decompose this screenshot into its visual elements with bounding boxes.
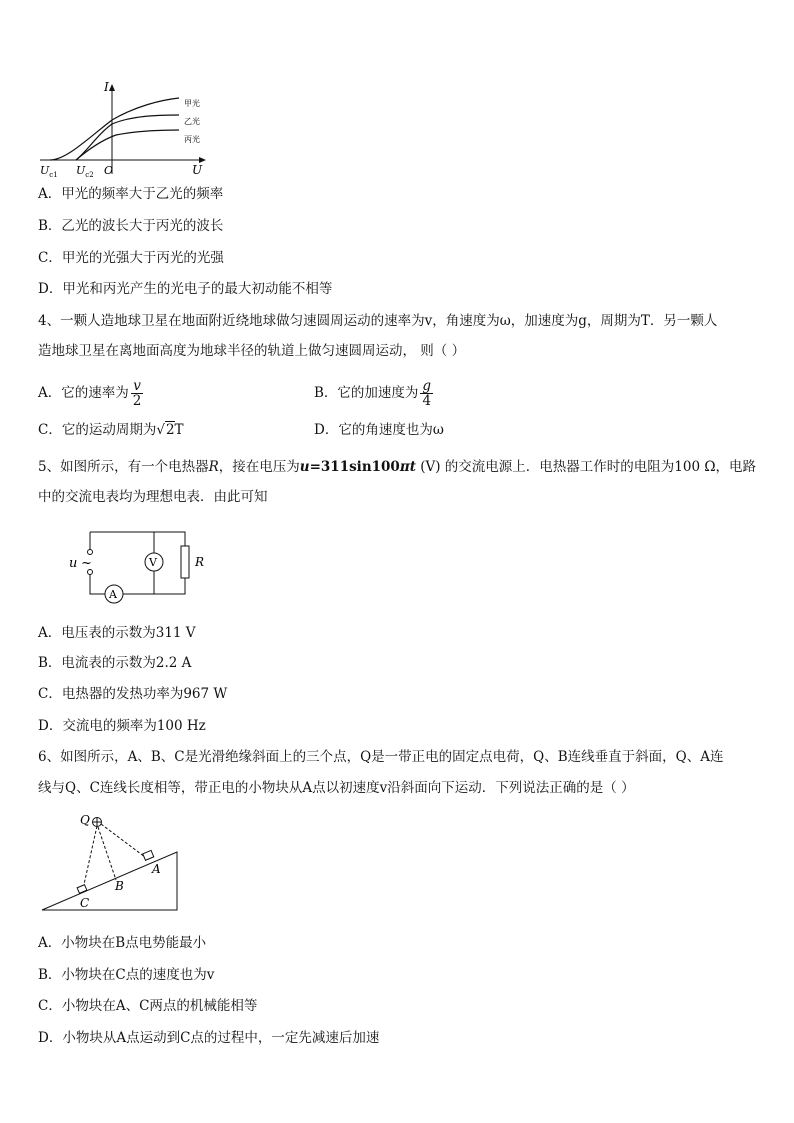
fraction-g-over-4: $\frac{g}{4}$ — [422, 378, 432, 409]
ac-circuit-diagram — [64, 526, 224, 610]
q6-option-d: D．小物块从A点运动到C点的过程中，一定先减速后加速 — [38, 1030, 380, 1046]
photoelectric-iu-graph — [36, 78, 216, 178]
sqrt-sign: √ — [156, 422, 165, 438]
q4-stem-line2: 造地球卫星在离地面高度为地球半径的轨道上做匀速圆周运动， 则（ ） — [38, 343, 466, 359]
q3-option-a: A．甲光的频率大于乙光的频率 — [38, 186, 224, 202]
ac-symbol: ~ — [81, 556, 92, 571]
q5-option-d: D．交流电的频率为100 Hz — [38, 718, 206, 734]
q4-option-a: A．它的速率为 $\frac{v}{2}$ — [38, 378, 142, 409]
point-label-b: B — [115, 879, 124, 893]
curve-label-bing: 丙光 — [184, 135, 200, 144]
charge-label-q: Q — [80, 813, 90, 827]
q3-option-c: C．甲光的光强大于丙光的光强 — [38, 250, 224, 266]
q6-stem-line2: 线与Q、C连线长度相等，带正电的小物块从A点以初速度v沿斜面向下运动．下列说法正确的是（ ） — [38, 780, 635, 796]
resistor-icon — [181, 546, 189, 578]
q6-stem-line1: 6、如图所示，A、B、C是光滑绝缘斜面上的三个点，Q是一带正电的固定点电荷，Q、B连线垂直于斜面，Q、A连 — [38, 749, 724, 765]
q4-option-b: B．它的加速度为 $\frac{g}{4}$ — [314, 378, 432, 409]
q5-option-c: C．电热器的发热功率为967 W — [38, 686, 228, 702]
ammeter-label: A — [109, 588, 117, 601]
q6-option-a: A．小物块在B点电势能最小 — [38, 935, 207, 951]
curve-label-jia: 甲光 — [184, 99, 200, 108]
resistor-label: R — [195, 555, 205, 569]
q5-option-a: A．电压表的示数为311 V — [38, 625, 196, 641]
origin-label: O — [104, 164, 114, 177]
q4-option-c: C．它的运动周期为√2T — [38, 422, 184, 438]
q5-stem-line2: 中的交流电表均为理想电表．由此可知 — [38, 489, 268, 505]
q4-stem-line1: 4、一颗人造地球卫星在地面附近绕地球做匀速圆周运动的速率为v，角速度为ω，加速度为g，周期为T．另一颗人 — [38, 313, 718, 329]
axis-label-i: I — [104, 80, 109, 94]
voltmeter-label: V — [149, 556, 157, 569]
q3-option-d: D．甲光和丙光产生的光电子的最大初动能不相等 — [38, 281, 333, 297]
fraction-v-over-2: $\frac{v}{2}$ — [132, 378, 142, 409]
q3-option-b: B．乙光的波长大于丙光的波长 — [38, 218, 224, 234]
q5-option-b: B．电流表的示数为2.2 A — [38, 655, 192, 671]
uc1-label: $U_{c1}$ — [40, 164, 58, 178]
source-label-u: u — [69, 556, 78, 571]
curve-label-yi: 乙光 — [184, 117, 200, 126]
point-label-a: A — [152, 862, 161, 876]
incline-charge-diagram — [38, 808, 188, 916]
q6-option-b: B．小物块在C点的速度也为v — [38, 967, 215, 983]
q5-stem-line1: 5、如图所示，有一个电热器R，接在电压为u=311sin100πt (V) 的交流电源上．电热器工作时的电阻为100 Ω，电路 — [38, 459, 757, 475]
q6-option-c: C．小物块在A、C两点的机械能相等 — [38, 998, 258, 1014]
axis-label-u: U — [192, 163, 203, 177]
q4-option-d: D．它的角速度也为ω — [314, 422, 444, 438]
point-label-c: C — [80, 896, 90, 910]
uc2-label: $U_{c2}$ — [76, 164, 94, 178]
